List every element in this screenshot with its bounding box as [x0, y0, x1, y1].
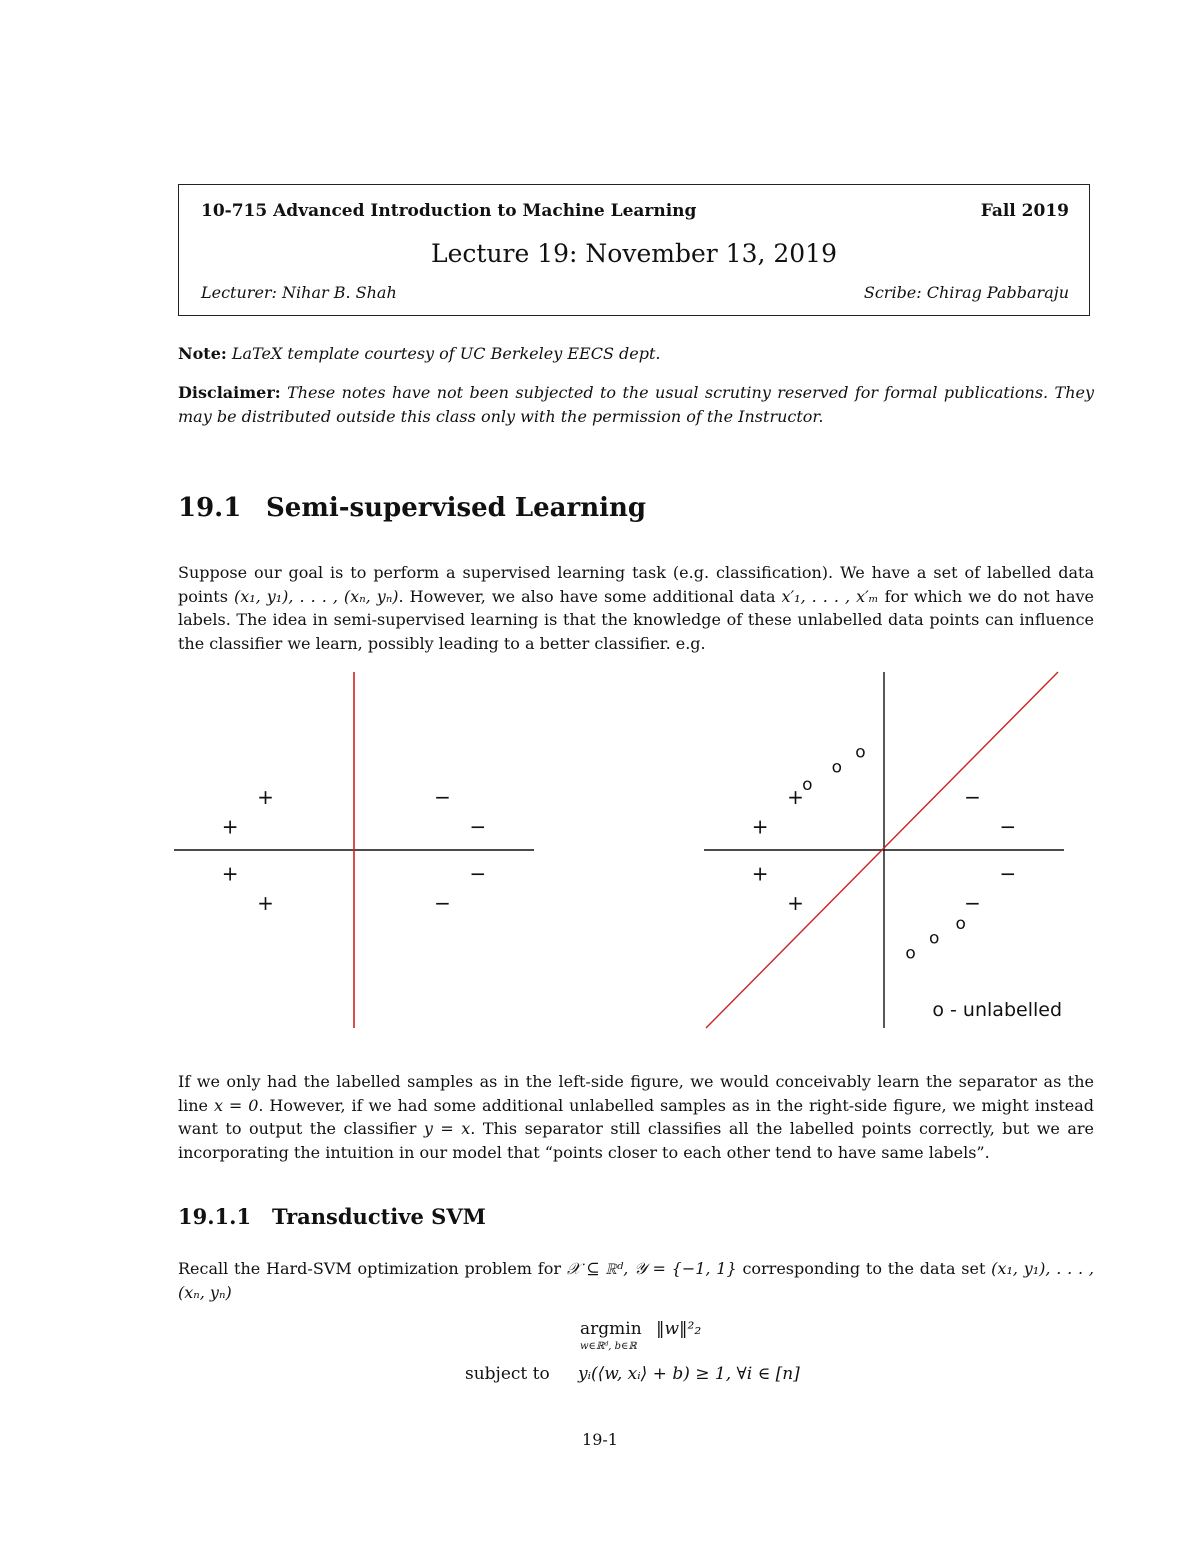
intro-math-2: x′₁, . . . , x′ₘ	[781, 586, 879, 606]
discussion-math-1: x = 0	[213, 1095, 259, 1115]
minus-point: −	[469, 814, 487, 839]
subsection-title: Transductive SVM	[272, 1204, 486, 1229]
minus-point: −	[469, 861, 487, 886]
section-heading	[178, 493, 646, 523]
minus-point: −	[964, 784, 981, 809]
unlabelled-point: o	[955, 913, 966, 934]
unlabelled-point: o	[802, 775, 813, 796]
recall-text-1: Recall the Hard-SVM optimization problem for	[178, 1259, 567, 1278]
disclaimer-paragraph	[178, 381, 1094, 428]
plus-point: +	[221, 814, 239, 839]
discussion-math-2: y = x	[423, 1119, 471, 1138]
plus-point: +	[257, 784, 274, 809]
figure-right-plot	[704, 670, 1064, 1030]
unlabelled-point: o	[831, 757, 843, 778]
discussion-text-3: . This separator still classifies all the labelled points correctly, but we are incorporating the intuition in our model that “points closer to each other tend to have same labels”.	[178, 1119, 1095, 1162]
intro-math-1: (x₁, y₁), . . . , (xₙ, yₙ)	[233, 586, 399, 606]
disclaimer-text: These notes have not been subjected to the usual scrutiny reserved for formal publications. They may be distributed outside this class only with the permission of the Instructor.	[178, 383, 1095, 426]
minus-point: −	[434, 891, 451, 916]
recall-math-2: (x₁, y₁), . . . , (xₙ, yₙ)	[178, 1259, 1095, 1302]
subsection-number: 19.1.1	[178, 1204, 252, 1229]
discussion-text-1: If we only had the labelled samples as in the left-side figure, we would conceivably learn the separator as the line	[178, 1072, 1094, 1115]
recall-math-1: 𝒳 ⊆ ℝᵈ, 𝒴 = {−1, 1}	[566, 1259, 737, 1278]
intro-text-3: for which we do not have labels. The idea in semi-supervised learning is that the knowledge of these unlabelled data points can influence the classifier we learn, possibly leading to a better classifier. e.g.	[178, 586, 1094, 653]
page-number: 19-1	[582, 1430, 618, 1449]
intro-text-1: Suppose our goal is to perform a supervised learning task (e.g. classification). We have a set of labelled data points	[178, 563, 1094, 606]
argmin-operator: argmin	[580, 1319, 642, 1339]
minus-point: −	[999, 814, 1017, 839]
svm-constraint: yᵢ(⟨w, xᵢ⟩ + b) ≥ 1, ∀i ∈ [n]	[578, 1364, 800, 1384]
discussion-text-2: . However, if we had some additional unlabelled samples as in the right-side figure, we might instead want to output the classifier	[178, 1095, 1095, 1138]
figure-discussion-paragraph	[178, 1070, 1094, 1164]
section-title: Semi-supervised Learning	[266, 493, 647, 523]
plus-point: +	[221, 861, 239, 886]
note-paragraph	[178, 342, 1094, 366]
course-title: 10-715 Advanced Introduction to Machine Learning	[201, 201, 697, 221]
subsection-heading	[178, 1204, 486, 1229]
plus-point: +	[257, 891, 274, 916]
recall-paragraph	[178, 1257, 1094, 1304]
disclaimer-label: Disclaimer:	[178, 383, 281, 402]
plus-point: +	[751, 861, 769, 886]
unlabelled-point: o	[905, 943, 916, 964]
subject-to-label: subject to	[465, 1364, 550, 1384]
unlabelled-legend: o - unlabelled	[932, 999, 1062, 1021]
lecture-header-box	[178, 184, 1090, 316]
plus-point: +	[787, 891, 804, 916]
argmin-subscript: w∈ℝᵈ, b∈ℝ	[580, 1341, 637, 1352]
section-number: 19.1	[178, 493, 242, 523]
unlabelled-point: o	[928, 928, 940, 949]
objective-norm: ‖w‖²₂	[656, 1319, 702, 1339]
intro-text-2: . However, we also have some additional data	[398, 586, 782, 606]
term: Fall 2019	[980, 201, 1069, 221]
unlabelled-point: o	[855, 742, 866, 763]
minus-point: −	[434, 784, 451, 809]
figure-left-plot	[174, 670, 534, 1030]
recall-text-2: corresponding to the data set	[736, 1259, 992, 1278]
lecturer: Lecturer: Nihar B. Shah	[201, 283, 397, 302]
minus-point: −	[999, 861, 1017, 886]
lecture-title: Lecture 19: November 13, 2019	[431, 239, 837, 268]
scribe: Scribe: Chirag Pabbaraju	[863, 283, 1069, 302]
plus-point: +	[787, 784, 804, 809]
intro-paragraph	[178, 561, 1094, 655]
plus-point: +	[751, 814, 769, 839]
minus-point: −	[964, 891, 981, 916]
note-label: Note:	[178, 344, 227, 363]
note-text: LaTeX template courtesy of UC Berkeley EECS dept.	[231, 344, 661, 363]
